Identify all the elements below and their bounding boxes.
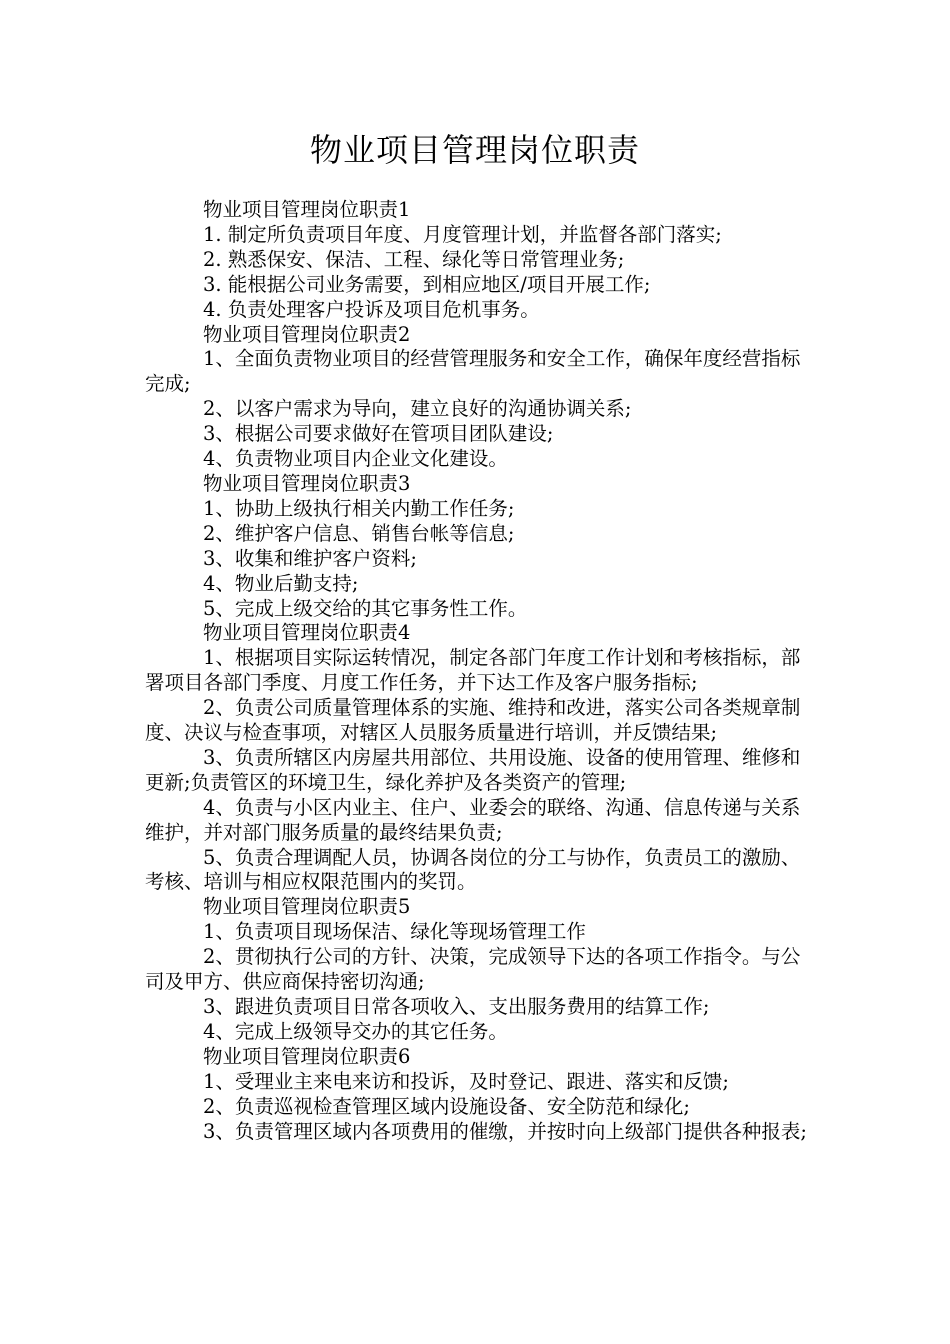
duty-item: 3、收集和维护客户资料;: [203, 546, 417, 570]
duty-item: 3、根据公司要求做好在管项目团队建设;: [203, 422, 554, 446]
section-heading-1: 物业项目管理岗位职责1: [203, 198, 411, 221]
section-heading-4: 物业项目管理岗位职责4: [203, 621, 411, 645]
duty-item: 2、负责公司质量管理体系的实施、维持和改进，落实公司各类规章制度、决议与检查事项，对辖区人员服务质量进行培训，并反馈结果;: [145, 696, 801, 745]
duty-item: 1. 制定所负责项目年度、月度管理计划，并监督各部门落实;: [203, 222, 722, 246]
duty-item: 2、贯彻执行公司的方针、决策，完成领导下达的各项工作指令。与公司及甲方、供应商保持密切沟通;: [145, 945, 801, 994]
duty-item: 2、负责巡视检查管理区域内设施设备、安全防范和绿化;: [203, 1094, 690, 1118]
section-heading-5: 物业项目管理岗位职责5: [203, 895, 411, 919]
section-heading-3: 物业项目管理岗位职责3: [203, 471, 411, 495]
duty-item: 2、维护客户信息、销售台帐等信息;: [203, 521, 515, 545]
duty-item: 2. 熟悉保安、保洁、工程、绿化等日常管理业务;: [203, 247, 625, 271]
duty-item: 4、物业后勤支持;: [203, 571, 359, 595]
duty-item: 3、负责所辖区内房屋共用部位、共用设施、设备的使用管理、维修和更新;负责管区的环境卫生，绿化养护及各类资产的管理;: [145, 745, 801, 794]
section-heading-2: 物业项目管理岗位职责2: [203, 322, 411, 346]
duty-item: 4、完成上级领导交办的其它任务。: [203, 1019, 508, 1043]
document-title: 物业项目管理岗位职责: [309, 131, 640, 169]
duty-item: 1、根据项目实际运转情况，制定各部门年度工作计划和考核指标，部署项目各部门季度、月度工作任务，并下达工作及客户服务指标;: [145, 646, 801, 695]
duty-item: 1、受理业主来电来访和投诉，及时登记、跟进、落实和反馈;: [203, 1069, 729, 1093]
duty-item: 1、协助上级执行相关内勤工作任务;: [203, 496, 515, 520]
duty-item: 4、负责与小区内业主、住户、业委会的联络、沟通、信息传递与关系维护，并对部门服务质量的最终结果负责;: [145, 795, 801, 844]
duty-item: 3、负责管理区域内各项费用的催缴，并按时向上级部门提供各种报表;: [203, 1119, 807, 1143]
duty-item: 3、跟进负责项目日常各项收入、支出服务费用的结算工作;: [203, 995, 710, 1018]
duty-item: 3. 能根据公司业务需要，到相应地区/项目开展工作;: [203, 272, 651, 296]
document-body: [145, 198, 815, 1144]
duty-item: 5、完成上级交给的其它事务性工作。: [203, 596, 528, 620]
duty-item: 2、以客户需求为导向，建立良好的沟通协调关系;: [203, 397, 632, 421]
duty-item: 4、负责物业项目内企业文化建设。: [203, 447, 508, 471]
duty-item: 4. 负责处理客户投诉及项目危机事务。: [203, 297, 540, 321]
duty-item: 1、负责项目现场保洁、绿化等现场管理工作: [203, 920, 586, 944]
duty-item: 5、负责合理调配人员，协调各岗位的分工与协作，负责员工的激励、考核、培训与相应权限范围内的奖罚。: [145, 845, 801, 894]
duty-item: 1、全面负责物业项目的经营管理服务和安全工作，确保年度经营指标完成;: [145, 347, 801, 396]
section-heading-6: 物业项目管理岗位职责6: [203, 1044, 411, 1068]
